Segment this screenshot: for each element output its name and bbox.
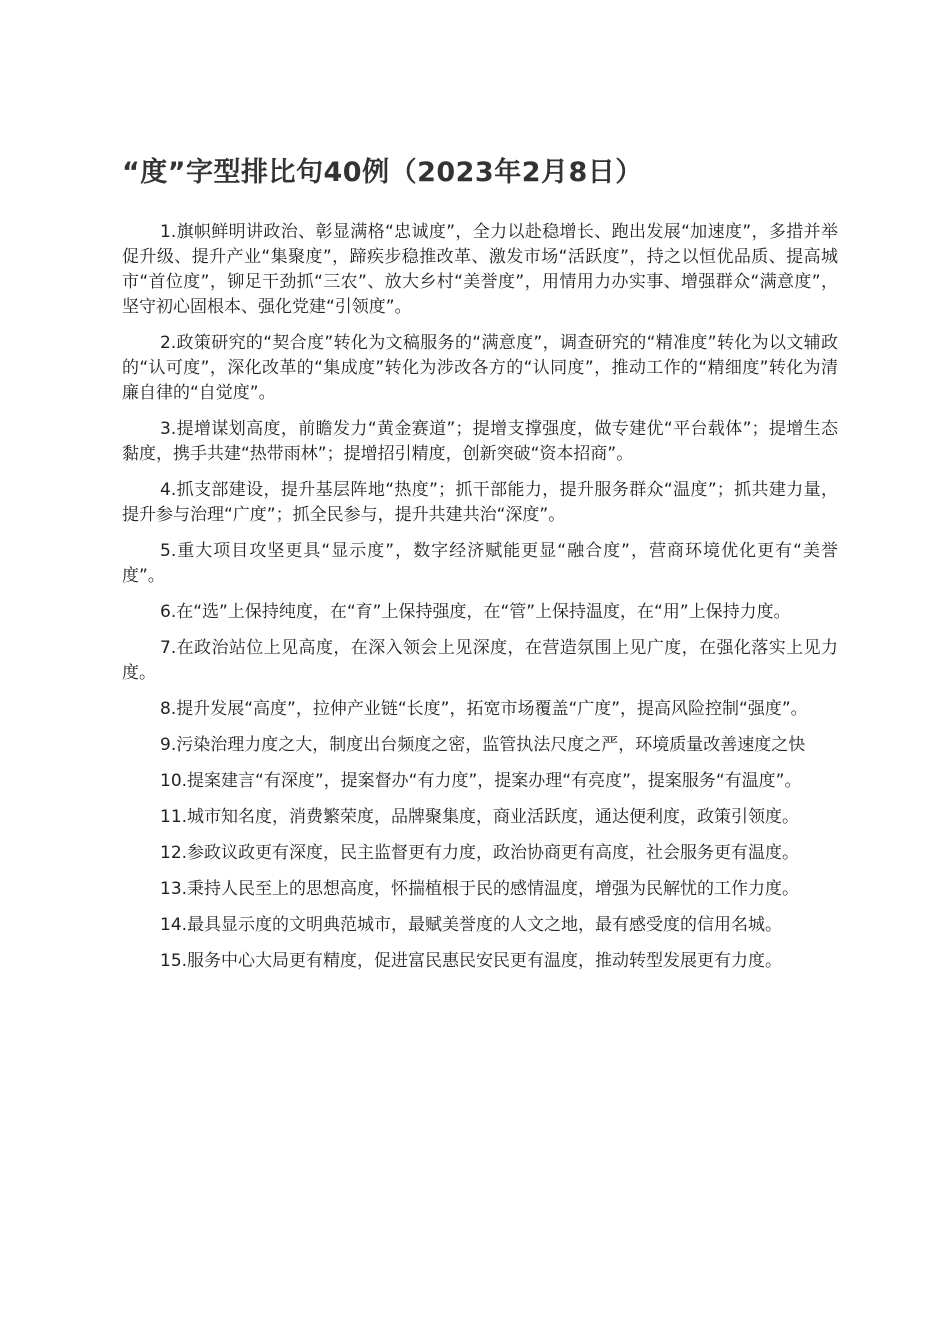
paragraph-2: 2.政策研究的“契合度”转化为文稿服务的“满意度”，调查研究的“精准度”转化为以文辅政的“认可度”，深化改革的“集成度”转化为涉改各方的“认同度”，推动工作的“精细度”转化为清廉自律的“自觉度”。 (122, 333, 838, 403)
paragraph-15: 15.服务中心大局更有精度，促进富民惠民安民更有温度，推动转型发展更有力度。 (160, 951, 783, 971)
document-title: “度”字型排比句40例（2023年2月8日） (122, 157, 643, 188)
paragraph-12: 12.参政议政更有深度，民主监督更有力度，政治协商更有高度，社会服务更有温度。 (160, 843, 800, 863)
paragraph-11: 11.城市知名度，消费繁荣度，品牌聚集度，商业活跃度，通达便利度，政策引领度。 (160, 807, 800, 827)
paragraph-5: 5.重大项目攻坚更具“显示度”，数字经济赋能更显“融合度”，营商环境优化更有“美誉度”。 (122, 541, 838, 586)
paragraph-9: 9.污染治理力度之大，制度出台频度之密，监管执法尺度之严，环境质量改善速度之快 (160, 735, 806, 755)
paragraph-14: 14.最具显示度的文明典范城市，最赋美誉度的人文之地，最有感受度的信用名城。 (160, 915, 783, 935)
paragraph-13: 13.秉持人民至上的思想高度，怀揣植根于民的感情温度，增强为民解忧的工作力度。 (160, 879, 800, 899)
paragraph-3: 3.提增谋划高度，前瞻发力“黄金赛道”；提增支撑强度，做专建优“平台载体”；提增生态黏度，携手共建“热带雨林”；提增招引精度，创新突破“资本招商”。 (122, 419, 838, 464)
paragraph-6: 6.在“选”上保持纯度，在“育”上保持强度，在“管”上保持温度，在“用”上保持力度。 (160, 602, 791, 622)
paragraph-4: 4.抓支部建设，提升基层阵地“热度”；抓干部能力，提升服务群众“温度”；抓共建力量，提升参与治理“广度”；抓全民参与，提升共建共治“深度”。 (122, 480, 838, 525)
paragraph-1: 1.旗帜鲜明讲政治、彰显满格“忠诚度”，全力以赴稳增长、跑出发展“加速度”，多措并举促升级、提升产业“集聚度”，蹄疾步稳推改革、激发市场“活跃度”，持之以恒优品质、提高城市“首位度”，铆足干劲抓“三农”、放大乡村“美誉度”，用情用力办实事、增强群众“满意度”，坚守初心固根本、强化党建“引领度”。 (122, 222, 838, 317)
paragraph-8: 8.提升发展“高度”，拉伸产业链“长度”，拓宽市场覆盖“广度”，提高风险控制“强度”。 (160, 699, 808, 719)
paragraph-10: 10.提案建言“有深度”，提案督办“有力度”，提案办理“有亮度”，提案服务“有温度”。 (160, 771, 802, 791)
paragraph-7: 7.在政治站位上见高度，在深入领会上见深度，在营造氛围上见广度，在强化落实上见力度。 (122, 638, 838, 683)
document-page (122, 148, 838, 985)
